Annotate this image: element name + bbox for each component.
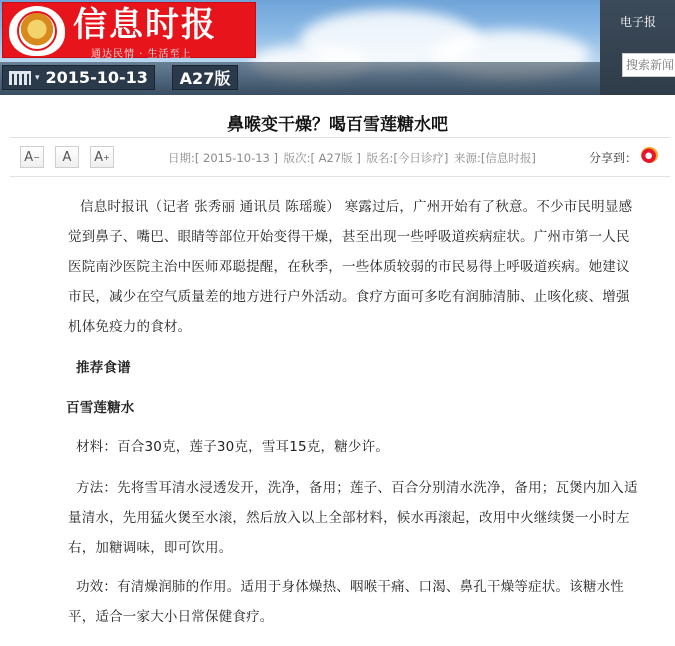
- font-reset-button[interactable]: A: [55, 146, 79, 168]
- paper-name: 信息时报: [73, 5, 217, 45]
- paper-logo[interactable]: [2, 2, 256, 58]
- logo-emblem-icon: [9, 6, 65, 56]
- edition-selector[interactable]: A27版: [172, 65, 238, 90]
- paper-slogan: 通达民情 · 生活至上: [91, 49, 192, 60]
- epaper-link[interactable]: 电子报: [620, 15, 657, 29]
- article-paragraph-method: 方法：先将雪耳清水浸透发开，洗净，备用；莲子、百合分别清水洗净，备用；瓦煲内加入适量清水，先用猛火煲至水滚，然后放入以上全部材料，候水再滚起，改用中火继续煲一小时左右，加糖调味，即可饮用。: [68, 480, 638, 556]
- meta-source: 来源:[信息时报]: [454, 151, 536, 165]
- date-selector[interactable]: [2, 65, 155, 90]
- article-paragraph-intro: 信息时报讯（记者 张秀丽 通讯员 陈瑶璇） 寒露过后，广州开始有了秋意。不少市民明显感觉到鼻子、嘴巴、眼睛等部位开始变得干燥，甚至出现一些呼吸道疾病症状。广州市第一人民医院南沙医院主治中医师邓聪提醒，在秋季，一些体质较弱的市民易得上呼吸道疾病。她建议市民，减少在空气质量差的地方进行户外活动。食疗方面可多吃有润肺清肺、止咳化痰、增强机体免疫力的食材。: [68, 199, 633, 335]
- font-decrease-button[interactable]: A −: [20, 146, 44, 168]
- divider: [10, 137, 670, 138]
- dish-name: 百雪莲糖水: [66, 400, 135, 416]
- search-input[interactable]: [622, 53, 675, 77]
- meta-section: 版名:[今日诊疗]: [366, 151, 449, 165]
- meta-date: 日期:[ 2015-10-13 ]: [168, 151, 278, 165]
- meta-edition: 版次:[ A27版 ]: [283, 151, 361, 165]
- article-paragraph-materials: 材料：百合30克，莲子30克，雪耳15克，糖少许。: [76, 439, 390, 455]
- font-increase-button[interactable]: A +: [90, 146, 114, 168]
- recipe-heading: 推荐食谱: [76, 360, 131, 376]
- issue-date: 2015-10-13: [45, 68, 148, 87]
- article-paragraph-effect: 功效：有清燥润肺的作用。适用于身体燥热、咽喉干痛、口渴、鼻孔干燥等症状。该糖水性平，适合一家大小日常保健食疗。: [68, 579, 624, 625]
- chevron-down-icon: ▾: [35, 72, 40, 83]
- share-label: 分享到：: [589, 151, 638, 165]
- article-meta: [168, 150, 538, 166]
- weibo-icon[interactable]: [641, 147, 658, 163]
- article-title: 鼻喉变干燥？喝百雪莲糖水吧: [227, 115, 448, 135]
- calendar-icon: [9, 71, 31, 85]
- divider: [10, 176, 670, 177]
